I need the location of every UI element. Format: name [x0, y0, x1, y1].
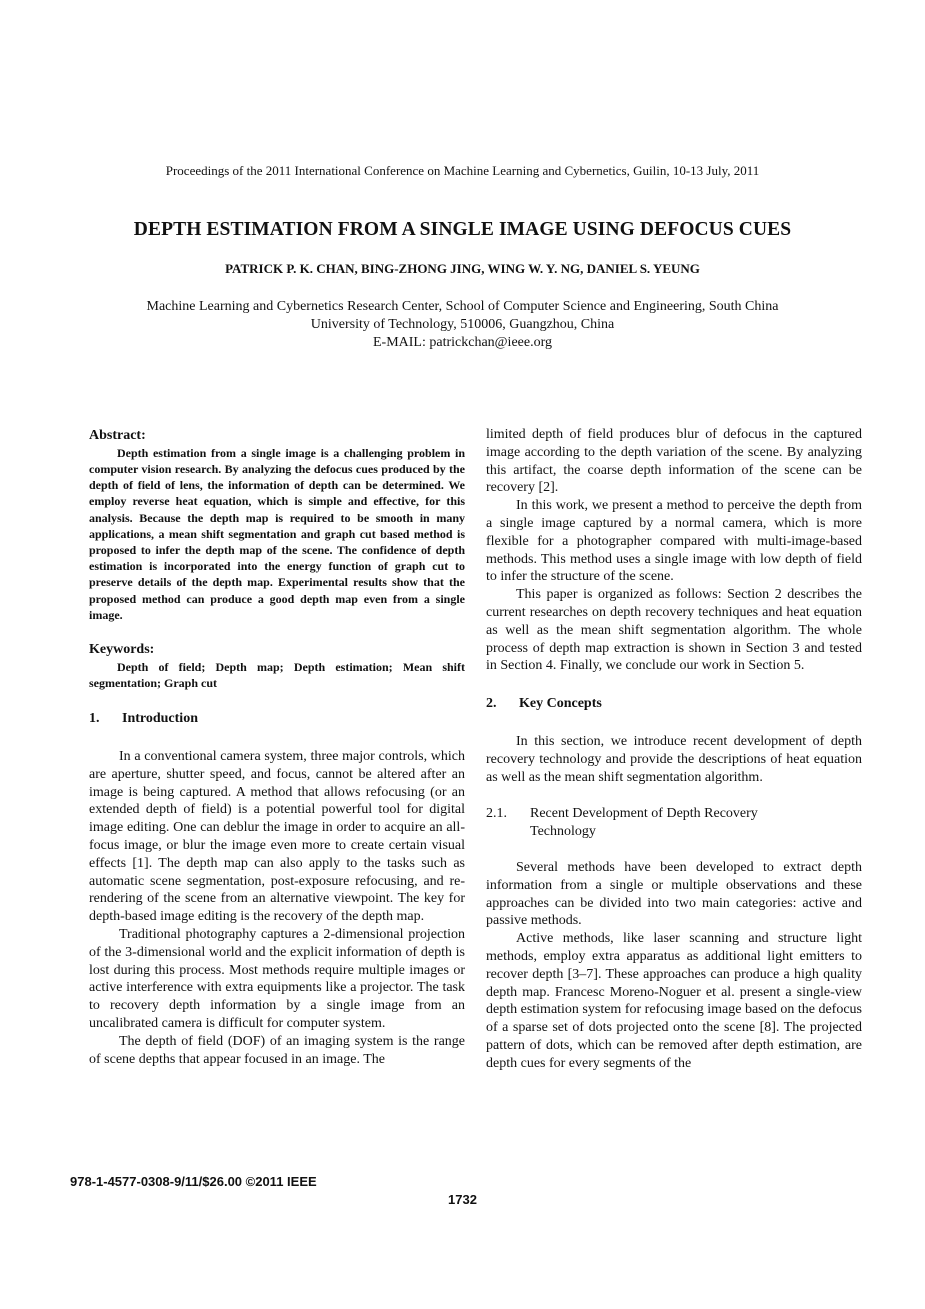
section-1-paragraph-2: Traditional photography captures a 2-dimensional projection of the 3-dimensional world and the explicit information of depth is lost during this process. Most methods require multiple images or active interference with extra equipments like a projector. The task to recovery depth information by a single image from an uncalibrated camera is difficult for computer system. [89, 927, 465, 1031]
paragraph-continuation: limited depth of field produces blur of defocus in the captured image according to the depth variation of the scene. By analyzing this artifact, the coarse depth information of the scene can be recovery [2]. [486, 427, 862, 496]
keywords-heading: Keywords: [89, 642, 155, 658]
abstract-text: Depth estimation from a single image is a challenging problem in computer vision research. By analyzing the defocus cues produced by the depth of field of lens, the information of depth can be determined. We employ reverse heat equation, which is simple and effective, for this analysis. Because the depth map is required to be smooth in many applications, a mean shift segmentation and graph cut based method is proposed to infer the depth map of the scene. The confidence of depth estimation is incorporated into the energy function of graph cut to preserve details of the depth map. Experimental results show that the proposed method can produce a good depth map even from a single image. [89, 445, 465, 622]
affiliation-line-1: Machine Learning and Cybernetics Research Center, School of Computer Science and Engineering, South China [146, 299, 779, 314]
paper-title: DEPTH ESTIMATION FROM A SINGLE IMAGE USING DEFOCUS CUES [133, 219, 792, 240]
author-email: E-MAIL: patrickchan@ieee.org [372, 335, 552, 350]
section-2-heading [486, 695, 862, 713]
section-2-1-paragraph-1: Several methods have been developed to extract depth information from a single or multiple observations and these approaches can be divided into two main categories: active and passive methods. [486, 859, 862, 929]
section-1-heading [89, 710, 465, 728]
affiliation-line-2: University of Technology, 510006, Guangzhou, China [310, 317, 615, 332]
section-1-title: Introduction [122, 711, 198, 727]
section-2-1-title-line-1: Recent Development of Depth Recovery [530, 806, 758, 822]
section-2-title: Key Concepts [519, 696, 602, 712]
section-2-1-title-line-2: Technology [530, 824, 596, 840]
section-2-1-number: 2.1. [486, 806, 507, 822]
footer-isbn: 978-1-4577-0308-9/11/$26.00 ©2011 IEEE [70, 1174, 317, 1189]
affiliation-block [0, 298, 925, 352]
authors: PATRICK P. K. CHAN, BING-ZHONG JING, WING W. Y. NG, DANIEL S. YEUNG [225, 261, 700, 276]
section-2-number: 2. [486, 696, 497, 712]
section-1-number: 1. [89, 711, 100, 727]
section-1-paragraph-3: The depth of field (DOF) of an imaging system is the range of scene depths that appear focused in an image. The [89, 1033, 465, 1067]
section-1-paragraph-1: In a conventional camera system, three major controls, which are aperture, shutter speed, and focus, cannot be altered after an image is being captured. A method that allows refocusing (or an extended depth of field) is a potential powerful tool for digital image editing. One can deblur the image in order to acquire an all-focus image, or blur the image even more to create certain visual effects [1]. The depth map can also apply to the tasks such as automatic scene segmentation, post-exposure refocusing, and re-rendering of the scene from an alternative viewpoint. The key for depth-based image editing is the recovery of the depth map. [89, 749, 465, 925]
right-column [486, 426, 862, 1073]
section-2-paragraph-1: In this section, we introduce recent development of depth recovery technology and provide the descriptions of heat equation as well as the mean shift segmentation algorithm. [486, 733, 862, 785]
keywords-text: Depth of field; Depth map; Depth estimation; Mean shift segmentation; Graph cut [89, 659, 465, 691]
left-column [89, 427, 465, 1068]
proceedings-header: Proceedings of the 2011 International Conference on Machine Learning and Cybernetics, Guilin, 10-13 July, 2011 [165, 163, 760, 178]
page-number: 1732 [448, 1192, 477, 1207]
paragraph-organization: This paper is organized as follows: Section 2 describes the current researches on depth recovery techniques and heat equation as well as the mean shift segmentation algorithm. The whole process of depth map extraction is shown in Section 3 and tested in Section 4. Finally, we conclude our work in Section 5. [486, 587, 862, 674]
abstract-heading: Abstract: [89, 428, 146, 443]
section-2-1-heading [486, 805, 862, 841]
paragraph-this-work: In this work, we present a method to perceive the depth from a single image captured by a normal camera, which is more flexible for a photographer compared with multi-image-based methods. This method uses a single image with low depth of field to infer the structure of the scene. [486, 498, 862, 585]
section-2-1-paragraph-2: Active methods, like laser scanning and structure light methods, employ extra apparatus as additional light emitters to recover depth [3–7]. These approaches can produce a high quality depth map. Francesc Moreno-Noguer et al. present a single-view depth estimation system for refocusing image based on the defocus of a sparse set of dots projected onto the scene [8]. The projected pattern of dots, which can be removed after depth estimation, are depth cues for every segments of the [486, 931, 862, 1071]
